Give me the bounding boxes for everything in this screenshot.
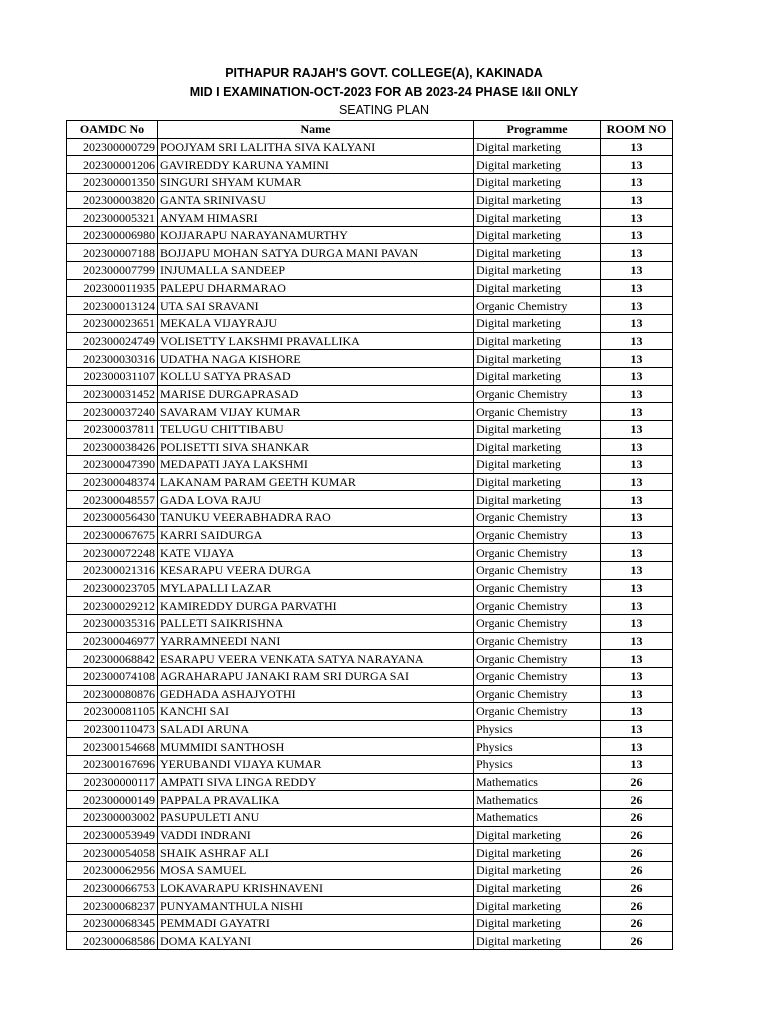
- room-no-cell: 26: [601, 808, 673, 826]
- room-no-cell: 13: [601, 650, 673, 668]
- oamdc-no-cell: 202300006980: [67, 226, 158, 244]
- oamdc-no-cell: 202300035316: [67, 614, 158, 632]
- room-no-cell: 13: [601, 209, 673, 227]
- room-no-cell: 13: [601, 420, 673, 438]
- room-no-cell: 13: [601, 244, 673, 262]
- name-cell: KAMIREDDY DURGA PARVATHI: [158, 597, 474, 615]
- room-no-cell: 13: [601, 262, 673, 280]
- programme-cell: Digital marketing: [474, 209, 601, 227]
- table-row: [67, 614, 673, 632]
- programme-cell: Organic Chemistry: [474, 667, 601, 685]
- room-no-cell: 26: [601, 914, 673, 932]
- name-cell: SHAIK ASHRAF ALI: [158, 844, 474, 862]
- table-row: [67, 297, 673, 315]
- programme-cell: Organic Chemistry: [474, 650, 601, 668]
- college-title: PITHAPUR RAJAH'S GOVT. COLLEGE(A), KAKINADA: [225, 66, 543, 80]
- name-cell: PALLETI SAIKRISHNA: [158, 614, 474, 632]
- table-row: [67, 897, 673, 915]
- room-no-cell: 13: [601, 526, 673, 544]
- oamdc-no-cell: 202300000729: [67, 138, 158, 156]
- oamdc-no-cell: 202300013124: [67, 297, 158, 315]
- oamdc-no-cell: 202300000117: [67, 773, 158, 791]
- name-cell: GEDHADA ASHAJYOTHI: [158, 685, 474, 703]
- oamdc-no-cell: 202300048557: [67, 491, 158, 509]
- room-no-cell: 13: [601, 562, 673, 580]
- name-cell: POOJYAM SRI LALITHA SIVA KALYANI: [158, 138, 474, 156]
- table-row: [67, 720, 673, 738]
- room-no-cell: 26: [601, 932, 673, 950]
- room-no-cell: 13: [601, 367, 673, 385]
- programme-cell: Organic Chemistry: [474, 632, 601, 650]
- table-row: [67, 420, 673, 438]
- programme-cell: Digital marketing: [474, 897, 601, 915]
- name-cell: MEDAPATI JAYA LAKSHMI: [158, 456, 474, 474]
- name-cell: KANCHI SAI: [158, 703, 474, 721]
- table-row: [67, 544, 673, 562]
- name-cell: KARRI SAIDURGA: [158, 526, 474, 544]
- table-row: [67, 403, 673, 421]
- table-row: [67, 156, 673, 174]
- room-no-cell: 13: [601, 579, 673, 597]
- name-cell: GANTA SRINIVASU: [158, 191, 474, 209]
- room-no-cell: 13: [601, 509, 673, 527]
- table-row: [67, 597, 673, 615]
- programme-cell: Digital marketing: [474, 350, 601, 368]
- room-no-cell: 13: [601, 138, 673, 156]
- oamdc-no-cell: 202300031107: [67, 367, 158, 385]
- oamdc-no-cell: 202300021316: [67, 562, 158, 580]
- oamdc-no-cell: 202300007188: [67, 244, 158, 262]
- room-no-cell: 13: [601, 703, 673, 721]
- room-no-cell: 13: [601, 685, 673, 703]
- room-no-cell: 26: [601, 826, 673, 844]
- programme-cell: Organic Chemistry: [474, 403, 601, 421]
- table-row: [67, 861, 673, 879]
- name-cell: UDATHA NAGA KISHORE: [158, 350, 474, 368]
- oamdc-no-cell: 202300001206: [67, 156, 158, 174]
- oamdc-no-cell: 202300024749: [67, 332, 158, 350]
- table-row: [67, 526, 673, 544]
- programme-cell: Digital marketing: [474, 473, 601, 491]
- table-row: [67, 738, 673, 756]
- programme-cell: Mathematics: [474, 773, 601, 791]
- programme-cell: Mathematics: [474, 808, 601, 826]
- table-row: [67, 826, 673, 844]
- programme-cell: Organic Chemistry: [474, 562, 601, 580]
- programme-cell: Organic Chemistry: [474, 685, 601, 703]
- table-row: [67, 491, 673, 509]
- oamdc-no-cell: 202300062956: [67, 861, 158, 879]
- exam-title: MID I EXAMINATION-OCT-2023 FOR AB 2023-24 PHASE I&II ONLY: [189, 85, 579, 99]
- room-no-cell: 13: [601, 350, 673, 368]
- programme-cell: Digital marketing: [474, 262, 601, 280]
- name-cell: DOMA KALYANI: [158, 932, 474, 950]
- programme-cell: Physics: [474, 756, 601, 774]
- programme-cell: Organic Chemistry: [474, 614, 601, 632]
- room-no-cell: 13: [601, 632, 673, 650]
- name-cell: ESARAPU VEERA VENKATA SATYA NARAYANA: [158, 650, 474, 668]
- name-cell: KOJJARAPU NARAYANAMURTHY: [158, 226, 474, 244]
- table-row: [67, 438, 673, 456]
- programme-cell: Digital marketing: [474, 879, 601, 897]
- oamdc-no-cell: 202300031452: [67, 385, 158, 403]
- programme-cell: Digital marketing: [474, 420, 601, 438]
- programme-cell: Organic Chemistry: [474, 297, 601, 315]
- name-cell: GADA LOVA RAJU: [158, 491, 474, 509]
- programme-cell: Digital marketing: [474, 191, 601, 209]
- programme-cell: Organic Chemistry: [474, 526, 601, 544]
- table-row: [67, 509, 673, 527]
- room-no-cell: 13: [601, 597, 673, 615]
- oamdc-no-cell: 202300081105: [67, 703, 158, 721]
- name-cell: LAKANAM PARAM GEETH KUMAR: [158, 473, 474, 491]
- table-row: [67, 879, 673, 897]
- programme-cell: Digital marketing: [474, 491, 601, 509]
- name-cell: PASUPULETI ANU: [158, 808, 474, 826]
- name-cell: BOJJAPU MOHAN SATYA DURGA MANI PAVAN: [158, 244, 474, 262]
- room-no-cell: 13: [601, 156, 673, 174]
- table-row: [67, 632, 673, 650]
- room-no-cell: 13: [601, 738, 673, 756]
- name-cell: LOKAVARAPU KRISHNAVENI: [158, 879, 474, 897]
- table-row: [67, 191, 673, 209]
- oamdc-no-cell: 202300038426: [67, 438, 158, 456]
- programme-cell: Digital marketing: [474, 932, 601, 950]
- oamdc-no-cell: 202300023651: [67, 315, 158, 333]
- name-cell: PALEPU DHARMARAO: [158, 279, 474, 297]
- oamdc-no-cell: 202300023705: [67, 579, 158, 597]
- room-no-cell: 13: [601, 191, 673, 209]
- oamdc-no-cell: 202300000149: [67, 791, 158, 809]
- room-no-cell: 13: [601, 315, 673, 333]
- table-row: [67, 650, 673, 668]
- programme-cell: Digital marketing: [474, 367, 601, 385]
- table-header-row: [67, 121, 673, 139]
- name-cell: KOLLU SATYA PRASAD: [158, 367, 474, 385]
- table-row: [67, 667, 673, 685]
- room-no-cell: 13: [601, 456, 673, 474]
- room-no-cell: 26: [601, 897, 673, 915]
- oamdc-no-cell: 202300068345: [67, 914, 158, 932]
- oamdc-no-cell: 202300066753: [67, 879, 158, 897]
- programme-cell: Digital marketing: [474, 315, 601, 333]
- oamdc-no-cell: 202300037811: [67, 420, 158, 438]
- name-cell: UTA SAI SRAVANI: [158, 297, 474, 315]
- oamdc-no-cell: 202300068842: [67, 650, 158, 668]
- room-no-cell: 13: [601, 667, 673, 685]
- name-cell: AMPATI SIVA LINGA REDDY: [158, 773, 474, 791]
- room-no-cell: 13: [601, 491, 673, 509]
- name-cell: KESARAPU VEERA DURGA: [158, 562, 474, 580]
- table-row: [67, 579, 673, 597]
- programme-cell: Organic Chemistry: [474, 509, 601, 527]
- oamdc-no-cell: 202300001350: [67, 173, 158, 191]
- programme-cell: Digital marketing: [474, 244, 601, 262]
- oamdc-no-cell: 202300011935: [67, 279, 158, 297]
- room-no-cell: 13: [601, 332, 673, 350]
- programme-cell: Digital marketing: [474, 279, 601, 297]
- table-row: [67, 473, 673, 491]
- column-header-programme: Programme: [474, 121, 601, 139]
- table-row: [67, 791, 673, 809]
- oamdc-no-cell: 202300048374: [67, 473, 158, 491]
- table-row: [67, 350, 673, 368]
- name-cell: AGRAHARAPU JANAKI RAM SRI DURGA SAI: [158, 667, 474, 685]
- oamdc-no-cell: 202300037240: [67, 403, 158, 421]
- name-cell: SALADI ARUNA: [158, 720, 474, 738]
- oamdc-no-cell: 202300110473: [67, 720, 158, 738]
- programme-cell: Physics: [474, 738, 601, 756]
- name-cell: KATE VIJAYA: [158, 544, 474, 562]
- name-cell: VOLISETTY LAKSHMI PRAVALLIKA: [158, 332, 474, 350]
- table-body: [67, 138, 673, 949]
- name-cell: YERUBANDI VIJAYA KUMAR: [158, 756, 474, 774]
- oamdc-no-cell: 202300167696: [67, 756, 158, 774]
- oamdc-no-cell: 202300003002: [67, 808, 158, 826]
- room-no-cell: 13: [601, 297, 673, 315]
- room-no-cell: 13: [601, 403, 673, 421]
- table-row: [67, 226, 673, 244]
- programme-cell: Digital marketing: [474, 861, 601, 879]
- room-no-cell: 13: [601, 385, 673, 403]
- name-cell: ANYAM HIMASRI: [158, 209, 474, 227]
- programme-cell: Digital marketing: [474, 844, 601, 862]
- column-header-name: Name: [158, 121, 474, 139]
- oamdc-no-cell: 202300080876: [67, 685, 158, 703]
- room-no-cell: 13: [601, 279, 673, 297]
- oamdc-no-cell: 202300046977: [67, 632, 158, 650]
- programme-cell: Digital marketing: [474, 173, 601, 191]
- room-no-cell: 13: [601, 544, 673, 562]
- room-no-cell: 13: [601, 226, 673, 244]
- name-cell: MEKALA VIJAYRAJU: [158, 315, 474, 333]
- table-row: [67, 914, 673, 932]
- room-no-cell: 13: [601, 438, 673, 456]
- programme-cell: Digital marketing: [474, 456, 601, 474]
- room-no-cell: 26: [601, 844, 673, 862]
- oamdc-no-cell: 202300074108: [67, 667, 158, 685]
- oamdc-no-cell: 202300047390: [67, 456, 158, 474]
- table-row: [67, 385, 673, 403]
- table-row: [67, 773, 673, 791]
- programme-cell: Organic Chemistry: [474, 597, 601, 615]
- name-cell: INJUMALLA SANDEEP: [158, 262, 474, 280]
- table-row: [67, 315, 673, 333]
- programme-cell: Digital marketing: [474, 826, 601, 844]
- table-row: [67, 562, 673, 580]
- table-row: [67, 685, 673, 703]
- programme-cell: Digital marketing: [474, 914, 601, 932]
- room-no-cell: 26: [601, 791, 673, 809]
- column-header-room-no: ROOM NO: [601, 121, 673, 139]
- oamdc-no-cell: 202300068237: [67, 897, 158, 915]
- oamdc-no-cell: 202300053949: [67, 826, 158, 844]
- oamdc-no-cell: 202300029212: [67, 597, 158, 615]
- table-row: [67, 456, 673, 474]
- table-row: [67, 808, 673, 826]
- oamdc-no-cell: 202300054058: [67, 844, 158, 862]
- oamdc-no-cell: 202300030316: [67, 350, 158, 368]
- programme-cell: Organic Chemistry: [474, 703, 601, 721]
- room-no-cell: 26: [601, 773, 673, 791]
- name-cell: TANUKU VEERABHADRA RAO: [158, 509, 474, 527]
- oamdc-no-cell: 202300068586: [67, 932, 158, 950]
- table-row: [67, 209, 673, 227]
- programme-cell: Digital marketing: [474, 156, 601, 174]
- seating-plan-subtitle: SEATING PLAN: [338, 103, 430, 117]
- room-no-cell: 13: [601, 614, 673, 632]
- oamdc-no-cell: 202300072248: [67, 544, 158, 562]
- oamdc-no-cell: 202300067675: [67, 526, 158, 544]
- column-header-oamdc-no: OAMDC No: [67, 121, 158, 139]
- table-row: [67, 756, 673, 774]
- name-cell: TELUGU CHITTIBABU: [158, 420, 474, 438]
- room-no-cell: 26: [601, 861, 673, 879]
- name-cell: MOSA SAMUEL: [158, 861, 474, 879]
- programme-cell: Organic Chemistry: [474, 385, 601, 403]
- room-no-cell: 26: [601, 879, 673, 897]
- programme-cell: Digital marketing: [474, 138, 601, 156]
- oamdc-no-cell: 202300005321: [67, 209, 158, 227]
- oamdc-no-cell: 202300003820: [67, 191, 158, 209]
- name-cell: SINGURI SHYAM KUMAR: [158, 173, 474, 191]
- table-row: [67, 332, 673, 350]
- table-row: [67, 932, 673, 950]
- name-cell: PAPPALA PRAVALIKA: [158, 791, 474, 809]
- table-row: [67, 367, 673, 385]
- room-no-cell: 13: [601, 720, 673, 738]
- oamdc-no-cell: 202300056430: [67, 509, 158, 527]
- name-cell: MUMMIDI SANTHOSH: [158, 738, 474, 756]
- programme-cell: Organic Chemistry: [474, 579, 601, 597]
- name-cell: PEMMADI GAYATRI: [158, 914, 474, 932]
- oamdc-no-cell: 202300007799: [67, 262, 158, 280]
- seating-table: [66, 120, 673, 950]
- table-row: [67, 262, 673, 280]
- programme-cell: Physics: [474, 720, 601, 738]
- table-row: [67, 173, 673, 191]
- programme-cell: Mathematics: [474, 791, 601, 809]
- table-row: [67, 703, 673, 721]
- name-cell: YARRAMNEEDI NANI: [158, 632, 474, 650]
- name-cell: GAVIREDDY KARUNA YAMINI: [158, 156, 474, 174]
- table-row: [67, 844, 673, 862]
- programme-cell: Digital marketing: [474, 226, 601, 244]
- name-cell: VADDI INDRANI: [158, 826, 474, 844]
- name-cell: SAVARAM VIJAY KUMAR: [158, 403, 474, 421]
- name-cell: PUNYAMANTHULA NISHI: [158, 897, 474, 915]
- table-row: [67, 138, 673, 156]
- room-no-cell: 13: [601, 756, 673, 774]
- name-cell: MARISE DURGAPRASAD: [158, 385, 474, 403]
- programme-cell: Digital marketing: [474, 332, 601, 350]
- room-no-cell: 13: [601, 173, 673, 191]
- programme-cell: Digital marketing: [474, 438, 601, 456]
- name-cell: POLISETTI SIVA SHANKAR: [158, 438, 474, 456]
- room-no-cell: 13: [601, 473, 673, 491]
- table-row: [67, 244, 673, 262]
- oamdc-no-cell: 202300154668: [67, 738, 158, 756]
- table-row: [67, 279, 673, 297]
- programme-cell: Organic Chemistry: [474, 544, 601, 562]
- name-cell: MYLAPALLI LAZAR: [158, 579, 474, 597]
